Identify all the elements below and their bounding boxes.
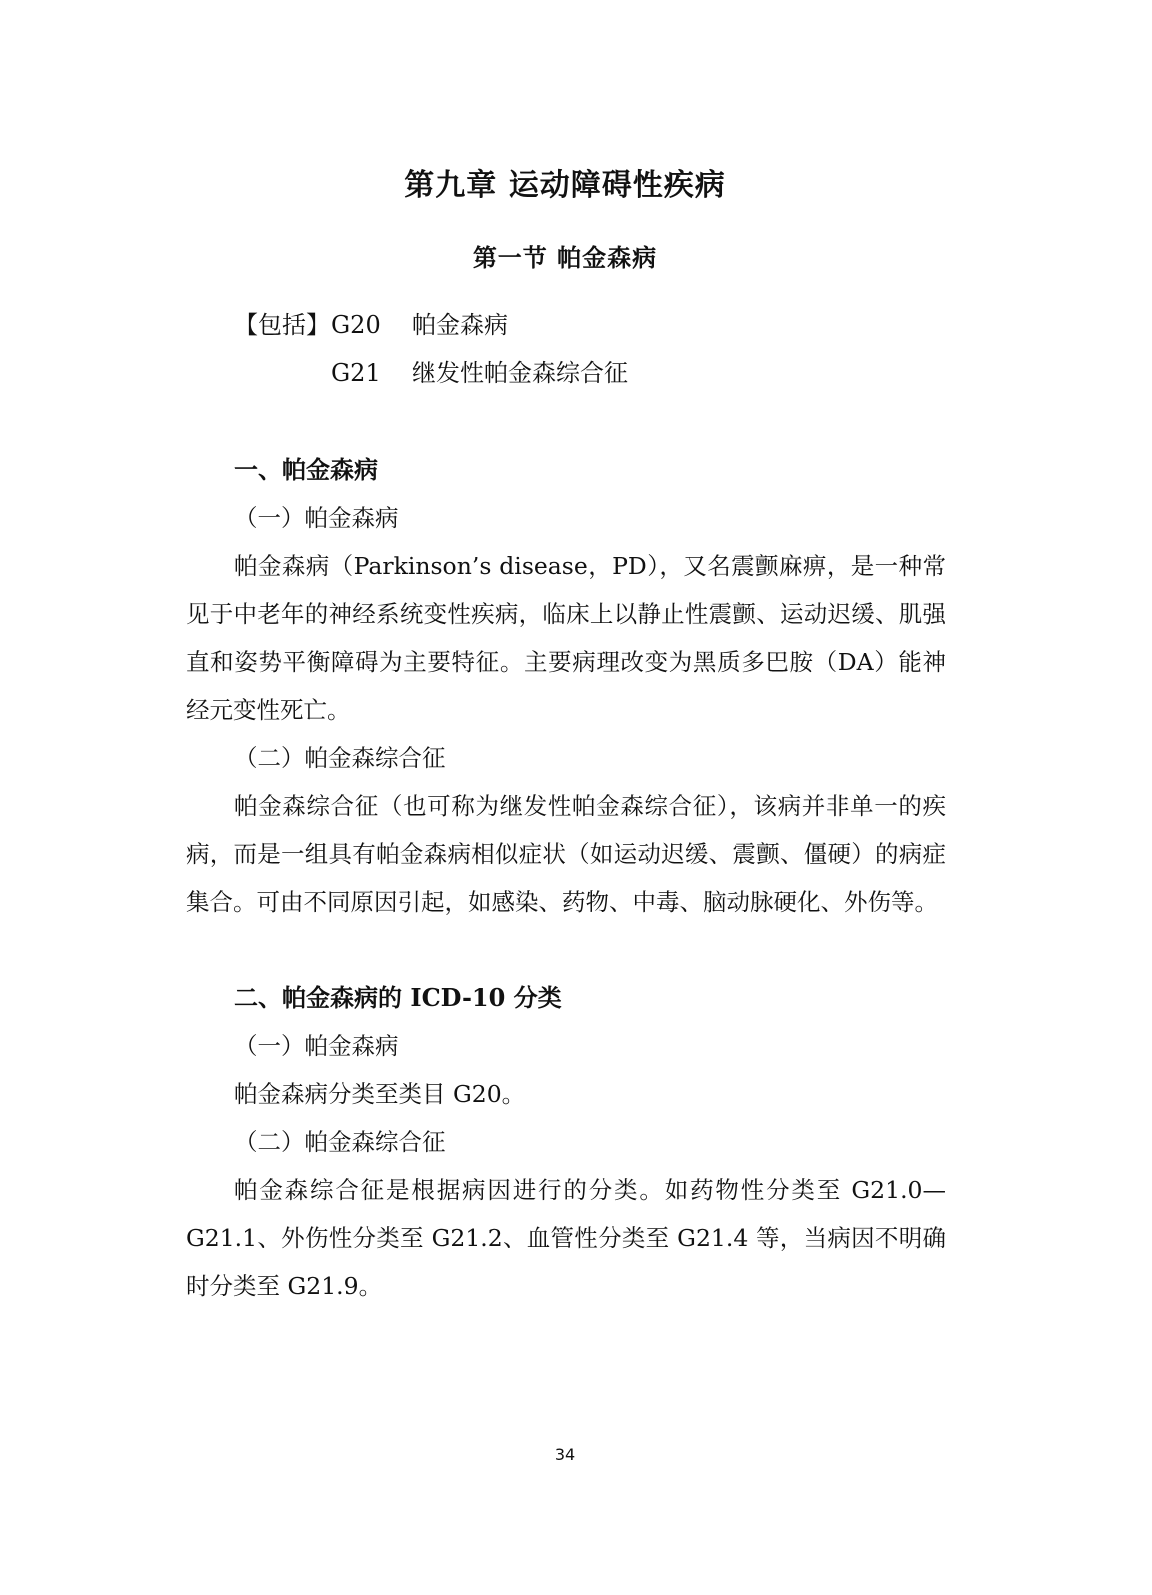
page-number: 34 bbox=[554, 1445, 576, 1464]
part2-sub1-paragraph: 帕金森病分类至类目 G20。 bbox=[234, 1080, 526, 1108]
part2-sub2-paragraph: 帕金森综合征是根据病因进行的分类。如药物性分类至 G21.0—G21.1、外伤性分类至 G21.2、血管性分类至 G21.4 等，当病因不明确时分类至 G21.9。 bbox=[186, 1176, 946, 1300]
part2-sub1-title: （一）帕金森病 bbox=[234, 1032, 399, 1060]
part2-heading: 二、帕金森病的 ICD-10 分类 bbox=[234, 983, 562, 1012]
inclusion-code: G21 bbox=[331, 359, 381, 387]
section-title: 第一节 帕金森病 bbox=[472, 243, 658, 272]
inclusion-row-1 bbox=[234, 308, 734, 342]
part1-sub1-title: （一）帕金森病 bbox=[234, 504, 399, 532]
inclusion-name: 继发性帕金森综合征 bbox=[412, 359, 628, 387]
part1-sub2-title: （二）帕金森综合征 bbox=[234, 744, 446, 772]
part2-sub2-title: （二）帕金森综合征 bbox=[234, 1128, 446, 1156]
part1-sub1-paragraph: 帕金森病（Parkinson’s disease，PD），又名震颤麻痹，是一种常见于中老年的神经系统变性疾病，临床上以静止性震颤、运动迟缓、肌强直和姿势平衡障碍为主要特征。主要病理改变为黑质多巴胺（DA）能神经元变性死亡。 bbox=[186, 552, 946, 724]
chapter-title: 第九章 运动障碍性疾病 bbox=[404, 168, 726, 203]
inclusion-row-2 bbox=[234, 356, 734, 390]
inclusion-label: 【包括】 bbox=[234, 311, 330, 339]
inclusion-code: G20 bbox=[331, 311, 381, 339]
part1-heading: 一、帕金森病 bbox=[234, 455, 378, 484]
part1-sub2-paragraph: 帕金森综合征（也可称为继发性帕金森综合征），该病并非单一的疾病，而是一组具有帕金森病相似症状（如运动迟缓、震颤、僵硬）的病症集合。可由不同原因引起，如感染、药物、中毒、脑动脉硬化、外伤等。 bbox=[186, 792, 946, 916]
inclusion-name: 帕金森病 bbox=[412, 311, 508, 339]
